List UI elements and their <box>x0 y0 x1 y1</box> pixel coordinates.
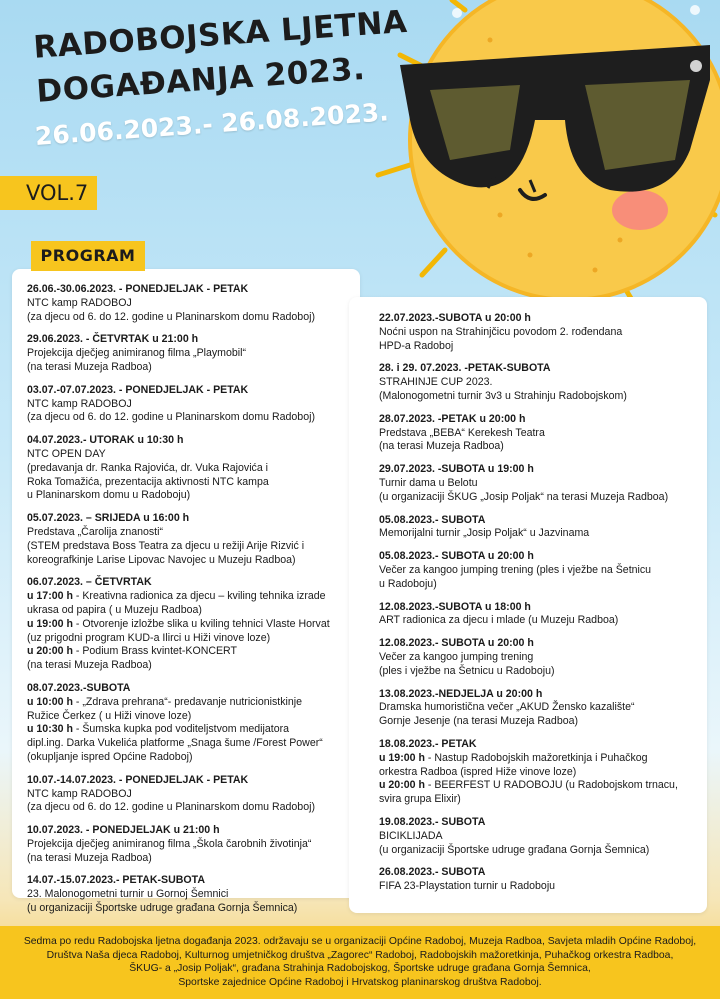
event-detail-line: koreografkinje Larise Lipovac Navojec u Muzeju Radboa) <box>27 553 296 566</box>
event-detail-line: (u organizaciji Športske udruge građana Gornja Šemnica) <box>379 843 650 856</box>
event-detail-line <box>27 645 346 659</box>
event-date-heading: 18.08.2023.- PETAK <box>379 737 477 750</box>
program-card-right <box>349 297 707 913</box>
event-date-heading: 22.07.2023.-SUBOTA u 20:00 h <box>379 312 531 324</box>
event-detail-line: ART radionica za djecu i mlade (u Muzeju Radboa) <box>379 614 619 627</box>
event-detail-line: FIFA 23-Playstation turnir u Radoboju <box>379 880 556 893</box>
event-date-heading: 26.08.2023.- SUBOTA <box>379 866 486 879</box>
event-item <box>27 512 346 567</box>
event-date-heading: 28.07.2023. -PETAK u 20:00 h <box>379 412 526 425</box>
event-time-description: - „Zdrava prehrana“- predavanje nutricionistkinje <box>72 695 302 708</box>
event-date-heading: 13.08.2023.-NEDJELJA u 20:00 h <box>379 687 543 700</box>
decoration-dot <box>690 5 700 15</box>
event-date-heading: 05.07.2023. – SRIJEDA u 16:00 h <box>27 512 190 525</box>
event-item <box>379 550 697 591</box>
event-detail-line: Dramska humoristična večer „AKUD Žensko kazalište“ <box>379 701 635 714</box>
footer-line: Sedma po redu Radobojska ljetna događanja 2023. održavaju se u organizaciji Općine Radoboj, Muzeja Radboa, Savjeta mladih Općine Radoboj, <box>23 936 697 947</box>
event-item <box>379 413 697 454</box>
event-time-description: - BEERFEST U RADOBOJU (u Radobojskom trnacu, <box>424 779 678 792</box>
title-line-2: DOGAĐANJA 2023. <box>35 50 367 110</box>
event-item <box>379 514 697 542</box>
event-item <box>27 874 346 915</box>
event-item <box>27 434 346 503</box>
event-detail-line: (za djecu od 6. do 12. godine u Planinarskom domu Radoboj) <box>27 310 315 323</box>
event-detail-line <box>379 752 697 766</box>
event-item <box>379 738 697 807</box>
event-detail-line: BICIKLIJADA <box>379 829 443 842</box>
event-detail-line: Noćni uspon na Strahinjčicu povodom 2. rođendana <box>379 325 623 338</box>
event-detail-line: HPD-a Radoboj <box>379 339 454 352</box>
event-item <box>379 866 697 894</box>
event-item <box>379 637 697 678</box>
event-date-heading: 19.08.2023.- SUBOTA <box>379 815 486 828</box>
event-detail-line: (na terasi Muzeja Radboa) <box>379 440 504 453</box>
event-time-description: - Podium Brass kvintet-KONCERT <box>72 645 237 658</box>
event-detail-line: (predavanja dr. Ranka Rajovića, dr. Vuka Rajovića i <box>27 461 269 474</box>
event-detail-line: Memorijalni turnir „Josip Poljak“ u Jazvinama <box>379 527 590 540</box>
event-list-right <box>379 312 697 894</box>
event-detail-line: NTC kamp RADOBOJ <box>27 296 132 309</box>
event-detail-line: Projekcija dječjeg animiranog filma „Playmobil“ <box>27 347 247 360</box>
footer-line: ŠKUG- a „Josip Poljak“, građana Strahinja Radobojskog, Športske udruge građana Gornja Šemnica, <box>129 963 591 975</box>
event-detail-line: svira grupa Elixir) <box>379 793 461 806</box>
event-detail-line: ukrasa od papira ( u Muzeju Radboa) <box>27 603 202 616</box>
event-item <box>379 688 697 729</box>
event-detail-line: Projekcija dječjeg animiranog filma „Škola čarobnih životinja“ <box>27 837 312 850</box>
event-time: u 19:00 h <box>379 751 425 764</box>
event-detail-line: Predstava „Čarolija znanosti“ <box>27 525 164 538</box>
event-date-heading: 12.08.2023.-SUBOTA u 18:00 h <box>379 600 531 613</box>
event-date-heading: 06.07.2023. – ČETVRTAK <box>27 576 152 589</box>
event-detail-line: NTC kamp RADOBOJ <box>27 397 132 410</box>
event-detail-line <box>27 696 346 710</box>
event-item <box>27 384 346 425</box>
event-detail-line: NTC kamp RADOBOJ <box>27 787 132 800</box>
event-date-heading: 10.07.-14.07.2023. - PONEDJELJAK - PETAK <box>27 773 249 786</box>
event-detail-line: (na terasi Muzeja Radboa) <box>27 659 152 672</box>
event-time-description: - Otvorenje izložbe slika u kviling tehnici Vlaste Horvat <box>72 617 330 630</box>
event-detail-line: (ples i vježbe na Šetnicu u Radoboju) <box>379 664 555 677</box>
event-detail-line: Turnir dama u Belotu <box>379 476 478 489</box>
event-detail-line: Večer za kangoo jumping trening <box>379 650 534 663</box>
event-item <box>27 333 346 374</box>
event-list-left <box>27 283 346 916</box>
event-detail-line: (na terasi Muzeja Radboa) <box>27 851 152 864</box>
event-date-heading: 14.07.-15.07.2023.- PETAK-SUBOTA <box>27 874 206 887</box>
event-detail-line: STRAHINJE CUP 2023. <box>379 376 493 389</box>
event-detail-line: dipl.ing. Darka Vukelića platforme „Snaga šume /Forest Power“ <box>27 737 323 750</box>
event-item <box>379 816 697 857</box>
event-time: u 10:30 h <box>27 723 73 736</box>
event-detail-line: (okupljanje ispred Općine Radoboj) <box>27 750 193 763</box>
event-date-heading: 29.06.2023. - ČETVRTAK u 21:00 h <box>27 333 199 346</box>
event-detail-line: (za djecu od 6. do 12. godine u Planinarskom domu Radoboj) <box>27 801 315 814</box>
event-date-heading: 05.08.2023.- SUBOTA <box>379 513 486 526</box>
event-date-heading: 10.07.2023. - PONEDJELJAK u 21:00 h <box>27 824 220 837</box>
event-detail-line <box>27 590 346 604</box>
event-item <box>27 774 346 815</box>
event-time-description: - Šumska kupka pod voditeljstvom medijatora <box>72 723 290 736</box>
event-item <box>27 576 346 673</box>
event-detail-line: (uz prigodni program KUD-a Ilirci u Hiži vinove loze) <box>27 631 271 644</box>
event-date-heading: 12.08.2023.- SUBOTA u 20:00 h <box>379 637 534 650</box>
event-detail-line: (u organizaciji Športske udruge građana Gornja Šemnica) <box>27 902 298 915</box>
event-time-description: - Nastup Radobojskih mažoretkinja i Puhačkog <box>424 751 648 764</box>
event-date-heading: 28. i 29. 07.2023. -PETAK-SUBOTA <box>379 362 551 375</box>
page-title <box>32 0 412 114</box>
event-detail-line: Gornje Jesenje (na terasi Muzeja Radboa) <box>379 715 579 728</box>
event-detail-line: orkestra Radboa (ispred Hiže vinove loze) <box>379 765 577 778</box>
event-detail-line: Predstava „BEBA“ Kerekesh Teatra <box>379 426 545 439</box>
footer-line: Sportske zajednice Općine Radoboj i Hrvatskog planinarskog društva Radoboj. <box>178 976 542 988</box>
decoration-dot <box>690 60 702 72</box>
event-item <box>27 824 346 865</box>
event-detail-line: (na terasi Muzeja Radboa) <box>27 360 152 373</box>
event-detail-line: u Radoboju) <box>379 577 437 590</box>
event-date-heading: 04.07.2023.- UTORAK u 10:30 h <box>27 434 184 447</box>
event-time: u 20:00 h <box>27 645 73 658</box>
event-detail-line: (STEM predstava Boss Teatra za djecu u režiji Arije Rizvić i <box>27 539 305 552</box>
event-detail-line: (u organizaciji ŠKUG „Josip Poljak“ na terasi Muzeja Radboa) <box>379 490 669 503</box>
event-detail-line: (za djecu od 6. do 12. godine u Planinarskom domu Radoboj) <box>27 411 315 424</box>
event-item <box>379 463 697 504</box>
event-date-heading: 05.08.2023.- SUBOTA u 20:00 h <box>379 550 534 563</box>
event-detail-line: Roka Tomažića, prezentacija aktivnosti NTC kampa <box>27 475 269 488</box>
event-time: u 17:00 h <box>27 590 73 603</box>
decoration-dot <box>452 8 462 18</box>
title-line-1: RADOBOJSKA LJETNA <box>32 3 409 66</box>
date-range: 26.06.2023.- 26.08.2023. <box>34 97 390 151</box>
event-date-heading: 03.07.-07.07.2023. - PONEDJELJAK - PETAK <box>27 383 249 396</box>
event-detail-line: (Malonogometni turnir 3v3 u Strahinju Radobojskom) <box>379 389 627 402</box>
event-item <box>379 362 697 403</box>
event-detail-line <box>27 723 346 737</box>
program-card-left <box>12 269 360 915</box>
event-detail-line: 23. Malonogometni turnir u Gornoj Šemnici <box>27 888 229 901</box>
event-time-description: - Kreativna radionica za djecu – kviling tehnika izrade <box>72 590 326 603</box>
footer-text <box>4 935 716 989</box>
event-detail-line <box>379 779 697 793</box>
event-item <box>27 283 346 324</box>
program-heading: PROGRAM <box>31 241 145 271</box>
event-time: u 20:00 h <box>379 779 425 792</box>
event-time: u 10:00 h <box>27 695 73 708</box>
footer-line: Društva Naša djeca Radoboj, Kulturnog umjetničkog društva „Zagorec“ Radoboj, Radobojskih mažoretkinja, Puhačkog orkestra Radboa, <box>46 949 674 961</box>
event-date-heading: 26.06.-30.06.2023. - PONEDJELJAK - PETAK <box>27 283 249 295</box>
event-detail-line: Ružice Čerkez ( u Hiži vinove loze) <box>27 709 192 722</box>
event-item <box>27 682 346 765</box>
event-date-heading: 29.07.2023. -SUBOTA u 19:00 h <box>379 463 534 476</box>
event-time: u 19:00 h <box>27 617 73 630</box>
event-date-heading: 08.07.2023.-SUBOTA <box>27 681 131 694</box>
volume-badge: VOL.7 <box>0 176 97 210</box>
event-item <box>379 312 697 353</box>
event-detail-line <box>27 618 346 632</box>
organizers-footer <box>0 926 720 999</box>
event-item <box>379 601 697 629</box>
event-detail-line: Večer za kangoo jumping trening (ples i vježbe na Šetnicu <box>379 563 652 576</box>
event-detail-line: NTC OPEN DAY <box>27 447 106 460</box>
sun-with-sunglasses-illustration <box>370 0 720 320</box>
event-detail-line: u Planinarskom domu u Radoboju) <box>27 489 191 502</box>
